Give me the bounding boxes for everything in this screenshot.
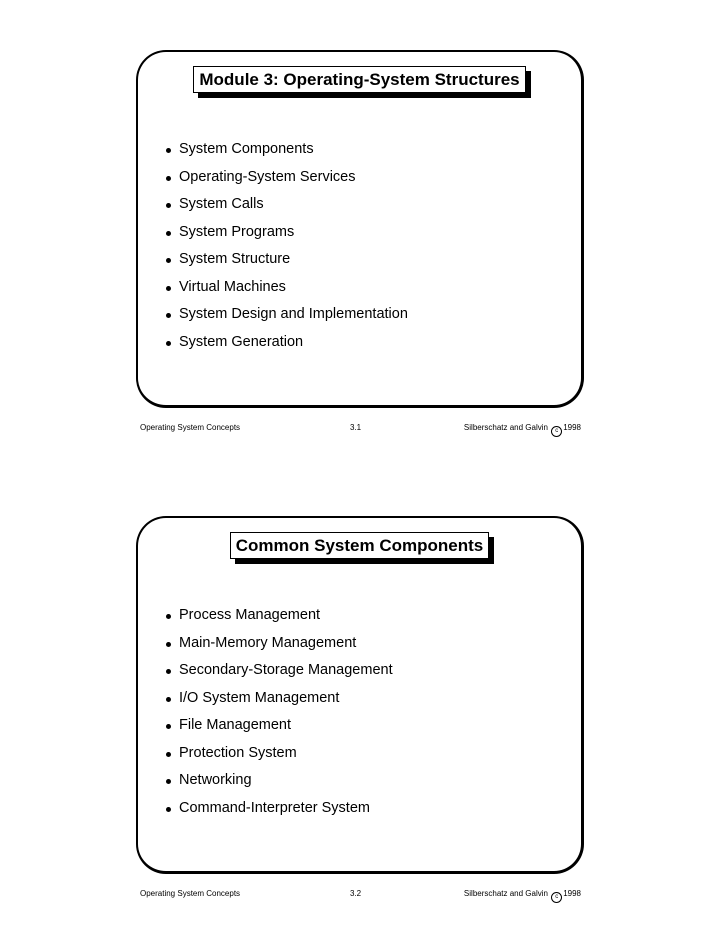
footer-year: 1998 [563, 889, 581, 898]
bullet-item: System Structure [166, 246, 408, 274]
footer-authors [464, 423, 581, 437]
footer-year: 1998 [563, 423, 581, 432]
slide-title: Module 3: Operating-System Structures [193, 66, 525, 93]
bullet-item: Process Management [166, 602, 393, 630]
footer-authors [464, 889, 581, 903]
bullet-item: I/O System Management [166, 685, 393, 713]
copyright-icon: c [551, 892, 562, 903]
bullet-item: System Generation [166, 329, 408, 357]
bullet-item: Protection System [166, 740, 393, 768]
bullet-item: File Management [166, 712, 393, 740]
bullet-item: System Programs [166, 219, 408, 247]
footer-page-number: 3.2 [350, 889, 362, 898]
footer-page-number: 3.1 [350, 423, 362, 432]
slide-frame [136, 516, 584, 874]
footer-book-title: Operating System Concepts [140, 889, 241, 898]
footer-book-title: Operating System Concepts [140, 423, 241, 432]
slide-1 [0, 0, 720, 434]
bullet-item: Secondary-Storage Management [166, 657, 393, 685]
bullet-list [166, 602, 393, 822]
slide-title-wrap [138, 66, 581, 93]
bullet-item: Virtual Machines [166, 274, 408, 302]
bullet-item: System Components [166, 136, 408, 164]
slide-2 [0, 466, 720, 900]
copyright-icon: c [551, 426, 562, 437]
footer-author-names: Silberschatz and Galvin [463, 423, 548, 432]
slide-footer [140, 889, 581, 901]
bullet-item: Main-Memory Management [166, 630, 393, 658]
bullet-item: Command-Interpreter System [166, 795, 393, 823]
bullet-item: System Design and Implementation [166, 301, 408, 329]
bullet-item: Operating-System Services [166, 164, 408, 192]
slide-frame [136, 50, 584, 408]
bullet-list [166, 136, 408, 356]
bullet-item: Networking [166, 767, 393, 795]
slide-title-wrap [138, 532, 581, 559]
bullet-item: System Calls [166, 191, 408, 219]
slide-title: Common System Components [230, 532, 489, 559]
footer-author-names: Silberschatz and Galvin [463, 889, 548, 898]
slide-footer [140, 423, 581, 435]
